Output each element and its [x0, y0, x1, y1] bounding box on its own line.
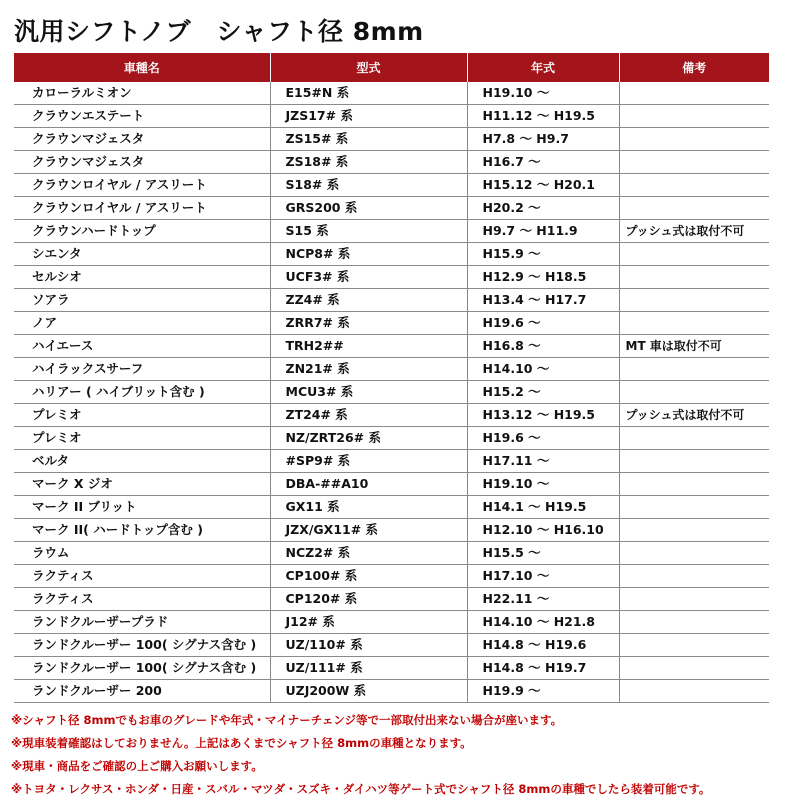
cell-remarks [619, 450, 769, 473]
cell-model-year: H14.10 ～ [467, 358, 619, 381]
cell-vehicle-name: ラクティス [14, 565, 270, 588]
table-row [14, 289, 769, 312]
table-row [14, 82, 769, 105]
cell-model-code: NCZ2# 系 [270, 542, 467, 565]
table-row [14, 197, 769, 220]
table-row [14, 611, 769, 634]
cell-vehicle-name: プレミオ [14, 404, 270, 427]
cell-model-code: UZ/110# 系 [270, 634, 467, 657]
cell-model-code: #SP9# 系 [270, 450, 467, 473]
cell-vehicle-name: ソアラ [14, 289, 270, 312]
cell-model-code: CP120# 系 [270, 588, 467, 611]
cell-model-year: H15.12 ～ H20.1 [467, 174, 619, 197]
cell-vehicle-name: クラウンロイヤル / アスリート [14, 174, 270, 197]
cell-vehicle-name: シエンタ [14, 243, 270, 266]
cell-model-year: H14.10 ～ H21.8 [467, 611, 619, 634]
table-row [14, 519, 769, 542]
table-row [14, 565, 769, 588]
cell-remarks [619, 588, 769, 611]
cell-model-code: GRS200 系 [270, 197, 467, 220]
cell-remarks [619, 289, 769, 312]
cell-model-year: H15.9 ～ [467, 243, 619, 266]
cell-model-year: H19.9 ～ [467, 680, 619, 703]
table-row [14, 243, 769, 266]
table-row [14, 335, 769, 358]
cell-model-code: J12# 系 [270, 611, 467, 634]
table-row [14, 588, 769, 611]
note-line: ※現車・商品をご確認の上ご購入お願いします。 [11, 759, 263, 773]
cell-model-year: H14.8 ～ H19.6 [467, 634, 619, 657]
table-body [14, 82, 769, 703]
cell-remarks [619, 427, 769, 450]
note-line: ※シャフト径 8mmでもお車のグレードや年式・マイナーチェンジ等で一部取付出来ない場合が座います。 [11, 713, 563, 727]
cell-model-code: UZJ200W 系 [270, 680, 467, 703]
cell-remarks [619, 243, 769, 266]
cell-model-code: ZZ4# 系 [270, 289, 467, 312]
cell-remarks: プッシュ式は取付不可 [619, 220, 769, 243]
cell-model-year: H20.2 ～ [467, 197, 619, 220]
cell-vehicle-name: マーク II( ハードトップ含む ) [14, 519, 270, 542]
note-line: ※現車装着確認はしておりません。上記はあくまでシャフト径 8mmの車種となります。 [11, 736, 472, 750]
cell-remarks [619, 266, 769, 289]
cell-model-year: H7.8 ～ H9.7 [467, 128, 619, 151]
table-row [14, 381, 769, 404]
cell-model-year: H19.6 ～ [467, 312, 619, 335]
cell-vehicle-name: ノア [14, 312, 270, 335]
cell-model-code: UCF3# 系 [270, 266, 467, 289]
cell-remarks [619, 128, 769, 151]
table-row [14, 151, 769, 174]
table-row [14, 450, 769, 473]
cell-remarks [619, 82, 769, 105]
note-line: ※トヨタ・レクサス・ホンダ・日産・スバル・マツダ・スズキ・ダイハツ等ゲート式でシャフト径 8mmの車種でしたら装着可能です。 [11, 782, 711, 796]
cell-model-code: ZRR7# 系 [270, 312, 467, 335]
header-model-year: 年式 [467, 53, 619, 82]
table-row [14, 680, 769, 703]
cell-model-code: JZX/GX11# 系 [270, 519, 467, 542]
table-row [14, 266, 769, 289]
cell-vehicle-name: ランドクルーザー 200 [14, 680, 270, 703]
cell-model-year: H14.8 ～ H19.7 [467, 657, 619, 680]
compatibility-table [14, 53, 769, 703]
cell-remarks [619, 174, 769, 197]
cell-remarks [619, 680, 769, 703]
cell-model-year: H16.8 ～ [467, 335, 619, 358]
cell-vehicle-name: クラウンロイヤル / アスリート [14, 197, 270, 220]
cell-vehicle-name: ラウム [14, 542, 270, 565]
cell-remarks [619, 358, 769, 381]
cell-model-code: JZS17# 系 [270, 105, 467, 128]
cell-remarks [619, 565, 769, 588]
cell-vehicle-name: マーク X ジオ [14, 473, 270, 496]
table-row [14, 634, 769, 657]
cell-model-year: H13.4 ～ H17.7 [467, 289, 619, 312]
cell-model-year: H15.5 ～ [467, 542, 619, 565]
cell-remarks: プッシュ式は取付不可 [619, 404, 769, 427]
cell-remarks [619, 151, 769, 174]
header-remarks: 備考 [619, 53, 769, 82]
cell-vehicle-name: マーク II ブリット [14, 496, 270, 519]
cell-model-code: S18# 系 [270, 174, 467, 197]
cell-model-code: ZS18# 系 [270, 151, 467, 174]
cell-model-year: H22.11 ～ [467, 588, 619, 611]
cell-remarks [619, 634, 769, 657]
cell-model-year: H17.10 ～ [467, 565, 619, 588]
cell-remarks [619, 519, 769, 542]
cell-model-year: H9.7 ～ H11.9 [467, 220, 619, 243]
header-model-code: 型式 [270, 53, 467, 82]
table-row [14, 174, 769, 197]
cell-remarks [619, 197, 769, 220]
cell-model-code: UZ/111# 系 [270, 657, 467, 680]
cell-remarks [619, 473, 769, 496]
cell-vehicle-name: クラウンハードトップ [14, 220, 270, 243]
cell-model-year: H19.10 ～ [467, 473, 619, 496]
cell-model-year: H16.7 ～ [467, 151, 619, 174]
cell-model-code: MCU3# 系 [270, 381, 467, 404]
table-row [14, 358, 769, 381]
table-row [14, 220, 769, 243]
cell-model-code: GX11 系 [270, 496, 467, 519]
cell-model-year: H14.1 ～ H19.5 [467, 496, 619, 519]
cell-vehicle-name: カローラルミオン [14, 82, 270, 105]
cell-model-code: TRH2## [270, 335, 467, 358]
cell-model-code: ZN21# 系 [270, 358, 467, 381]
cell-remarks [619, 542, 769, 565]
table-row [14, 128, 769, 151]
table-row [14, 105, 769, 128]
cell-model-year: H19.10 ～ [467, 82, 619, 105]
cell-model-code: E15#N 系 [270, 82, 467, 105]
cell-vehicle-name: ハイエース [14, 335, 270, 358]
cell-model-code: ZT24# 系 [270, 404, 467, 427]
cell-vehicle-name: ラクティス [14, 588, 270, 611]
cell-vehicle-name: クラウンマジェスタ [14, 128, 270, 151]
table-header-row [14, 53, 769, 82]
table-row [14, 312, 769, 335]
cell-model-year: H11.12 ～ H19.5 [467, 105, 619, 128]
notes-section [11, 712, 787, 804]
cell-remarks [619, 381, 769, 404]
cell-remarks [619, 105, 769, 128]
cell-vehicle-name: ランドクルーザー 100( シグナス含む ) [14, 634, 270, 657]
cell-model-code: S15 系 [270, 220, 467, 243]
cell-remarks [619, 611, 769, 634]
page-title: 汎用シフトノブ シャフト径 8mm [14, 17, 424, 46]
cell-vehicle-name: プレミオ [14, 427, 270, 450]
cell-vehicle-name: セルシオ [14, 266, 270, 289]
table-row [14, 496, 769, 519]
cell-vehicle-name: ベルタ [14, 450, 270, 473]
table-row [14, 427, 769, 450]
cell-remarks [619, 312, 769, 335]
table-row [14, 542, 769, 565]
cell-vehicle-name: ランドクルーザー 100( シグナス含む ) [14, 657, 270, 680]
cell-model-year: H15.2 ～ [467, 381, 619, 404]
cell-remarks [619, 496, 769, 519]
cell-model-code: DBA-##A10 [270, 473, 467, 496]
cell-model-year: H19.6 ～ [467, 427, 619, 450]
cell-vehicle-name: ランドクルーザープラド [14, 611, 270, 634]
cell-model-code: CP100# 系 [270, 565, 467, 588]
cell-model-code: NZ/ZRT26# 系 [270, 427, 467, 450]
cell-remarks [619, 657, 769, 680]
cell-vehicle-name: ハイラックスサーフ [14, 358, 270, 381]
header-vehicle-name: 車種名 [14, 53, 270, 82]
cell-vehicle-name: ハリアー ( ハイブリット含む ) [14, 381, 270, 404]
cell-model-code: ZS15# 系 [270, 128, 467, 151]
cell-model-code: NCP8# 系 [270, 243, 467, 266]
cell-model-year: H13.12 ～ H19.5 [467, 404, 619, 427]
cell-model-year: H12.10 ～ H16.10 [467, 519, 619, 542]
cell-model-year: H17.11 ～ [467, 450, 619, 473]
cell-model-year: H12.9 ～ H18.5 [467, 266, 619, 289]
cell-vehicle-name: クラウンエステート [14, 105, 270, 128]
table-row [14, 404, 769, 427]
table-row [14, 473, 769, 496]
cell-vehicle-name: クラウンマジェスタ [14, 151, 270, 174]
cell-remarks: MT 車は取付不可 [619, 335, 769, 358]
table-row [14, 657, 769, 680]
